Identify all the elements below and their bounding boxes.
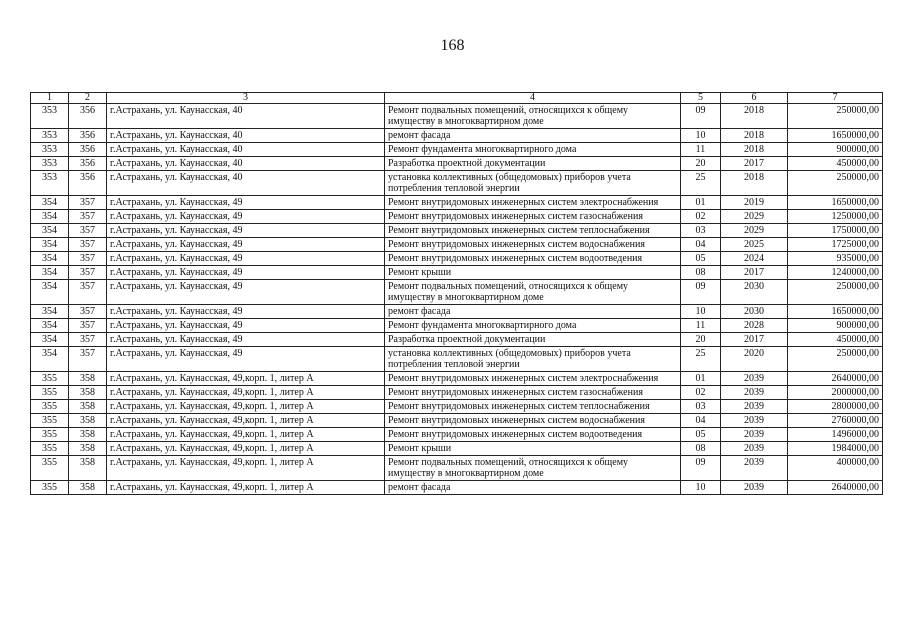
house-number-cell: 357: [69, 224, 107, 238]
row-number-cell: 354: [31, 196, 69, 210]
row-number-cell: 353: [31, 171, 69, 196]
house-number-cell: 357: [69, 196, 107, 210]
house-number-cell: 356: [69, 104, 107, 129]
row-number-cell: 355: [31, 481, 69, 495]
repair-schedule-table: [30, 92, 883, 495]
year-cell: 2029: [721, 224, 788, 238]
year-cell: 2017: [721, 157, 788, 171]
work-type-cell: Ремонт внутридомовых инженерных систем газоснабжения: [385, 210, 681, 224]
work-type-cell: Ремонт внутридомовых инженерных систем теплоснабжения: [385, 224, 681, 238]
row-number-cell: 354: [31, 333, 69, 347]
address-cell: г.Астрахань, ул. Каунасская, 49: [107, 333, 385, 347]
work-type-cell: Ремонт подвальных помещений, относящихся к общему имуществу в многоквартирном доме: [385, 104, 681, 129]
row-number-cell: 355: [31, 386, 69, 400]
work-code-cell: 25: [681, 171, 721, 196]
work-type-cell: Ремонт подвальных помещений, относящихся к общему имуществу в многоквартирном доме: [385, 280, 681, 305]
work-type-cell: Ремонт внутридомовых инженерных систем водоотведения: [385, 428, 681, 442]
address-cell: г.Астрахань, ул. Каунасская, 49: [107, 280, 385, 305]
work-code-cell: 04: [681, 238, 721, 252]
work-type-cell: Ремонт крыши: [385, 442, 681, 456]
house-number-cell: 356: [69, 157, 107, 171]
year-cell: 2039: [721, 400, 788, 414]
work-type-cell: Ремонт внутридомовых инженерных систем водоснабжения: [385, 414, 681, 428]
cost-cell: 2640000,00: [788, 372, 883, 386]
column-header: 4: [385, 93, 681, 104]
house-number-cell: 357: [69, 210, 107, 224]
work-code-cell: 01: [681, 372, 721, 386]
cost-cell: 900000,00: [788, 143, 883, 157]
address-cell: г.Астрахань, ул. Каунасская, 49: [107, 347, 385, 372]
row-number-cell: 355: [31, 400, 69, 414]
house-number-cell: 358: [69, 414, 107, 428]
work-code-cell: 10: [681, 481, 721, 495]
cost-cell: 1725000,00: [788, 238, 883, 252]
cost-cell: 250000,00: [788, 104, 883, 129]
cost-cell: 1496000,00: [788, 428, 883, 442]
table-row: [31, 129, 883, 143]
year-cell: 2020: [721, 347, 788, 372]
cost-cell: 1984000,00: [788, 442, 883, 456]
cost-cell: 2800000,00: [788, 400, 883, 414]
table-row: [31, 104, 883, 129]
address-cell: г.Астрахань, ул. Каунасская, 49: [107, 252, 385, 266]
house-number-cell: 357: [69, 305, 107, 319]
table-row: [31, 171, 883, 196]
work-type-cell: установка коллективных (общедомовых) приборов учета потребления тепловой энергии: [385, 171, 681, 196]
address-cell: г.Астрахань, ул. Каунасская, 49: [107, 196, 385, 210]
column-header: 2: [69, 93, 107, 104]
row-number-cell: 354: [31, 266, 69, 280]
house-number-cell: 358: [69, 442, 107, 456]
row-number-cell: 353: [31, 129, 69, 143]
table-row: [31, 266, 883, 280]
work-type-cell: Разработка проектной документации: [385, 157, 681, 171]
year-cell: 2019: [721, 196, 788, 210]
address-cell: г.Астрахань, ул. Каунасская, 49: [107, 319, 385, 333]
table-row: [31, 157, 883, 171]
table-row: [31, 305, 883, 319]
row-number-cell: 353: [31, 157, 69, 171]
cost-cell: 250000,00: [788, 171, 883, 196]
column-header: 5: [681, 93, 721, 104]
cost-cell: 935000,00: [788, 252, 883, 266]
cost-cell: 250000,00: [788, 280, 883, 305]
address-cell: г.Астрахань, ул. Каунасская, 40: [107, 129, 385, 143]
year-cell: 2028: [721, 319, 788, 333]
house-number-cell: 356: [69, 171, 107, 196]
year-cell: 2039: [721, 372, 788, 386]
work-type-cell: Ремонт крыши: [385, 266, 681, 280]
row-number-cell: 354: [31, 224, 69, 238]
table-row: [31, 224, 883, 238]
table-row: [31, 428, 883, 442]
cost-cell: 400000,00: [788, 456, 883, 481]
table-row: [31, 252, 883, 266]
address-cell: г.Астрахань, ул. Каунасская, 49: [107, 266, 385, 280]
address-cell: г.Астрахань, ул. Каунасская, 49: [107, 238, 385, 252]
cost-cell: 2000000,00: [788, 386, 883, 400]
row-number-cell: 353: [31, 143, 69, 157]
work-type-cell: Разработка проектной документации: [385, 333, 681, 347]
house-number-cell: 357: [69, 266, 107, 280]
address-cell: г.Астрахань, ул. Каунасская, 49: [107, 224, 385, 238]
year-cell: 2018: [721, 143, 788, 157]
address-cell: г.Астрахань, ул. Каунасская, 40: [107, 104, 385, 129]
row-number-cell: 354: [31, 347, 69, 372]
work-code-cell: 11: [681, 143, 721, 157]
address-cell: г.Астрахань, ул. Каунасская, 49: [107, 210, 385, 224]
year-cell: 2017: [721, 266, 788, 280]
year-cell: 2018: [721, 171, 788, 196]
table-row: [31, 196, 883, 210]
work-type-cell: Ремонт внутридомовых инженерных систем водоотведения: [385, 252, 681, 266]
house-number-cell: 357: [69, 319, 107, 333]
work-code-cell: 09: [681, 456, 721, 481]
table-row: [31, 386, 883, 400]
year-cell: 2039: [721, 456, 788, 481]
cost-cell: 250000,00: [788, 347, 883, 372]
row-number-cell: 354: [31, 305, 69, 319]
house-number-cell: 358: [69, 428, 107, 442]
table-row: [31, 238, 883, 252]
column-header: 7: [788, 93, 883, 104]
year-cell: 2018: [721, 104, 788, 129]
work-type-cell: ремонт фасада: [385, 129, 681, 143]
work-code-cell: 09: [681, 280, 721, 305]
row-number-cell: 355: [31, 372, 69, 386]
year-cell: 2030: [721, 305, 788, 319]
address-cell: г.Астрахань, ул. Каунасская, 49,корп. 1, литер А: [107, 481, 385, 495]
table-row: [31, 400, 883, 414]
column-header: 1: [31, 93, 69, 104]
year-cell: 2039: [721, 428, 788, 442]
work-type-cell: Ремонт внутридомовых инженерных систем электроснабжения: [385, 372, 681, 386]
year-cell: 2025: [721, 238, 788, 252]
address-cell: г.Астрахань, ул. Каунасская, 49,корп. 1, литер А: [107, 456, 385, 481]
work-code-cell: 10: [681, 129, 721, 143]
table-row: [31, 456, 883, 481]
work-code-cell: 09: [681, 104, 721, 129]
work-code-cell: 25: [681, 347, 721, 372]
row-number-cell: 355: [31, 442, 69, 456]
cost-cell: 900000,00: [788, 319, 883, 333]
work-type-cell: Ремонт внутридомовых инженерных систем газоснабжения: [385, 386, 681, 400]
house-number-cell: 358: [69, 386, 107, 400]
cost-cell: 450000,00: [788, 333, 883, 347]
year-cell: 2039: [721, 481, 788, 495]
address-cell: г.Астрахань, ул. Каунасская, 40: [107, 143, 385, 157]
column-number-row: [31, 93, 883, 104]
table-row: [31, 280, 883, 305]
work-code-cell: 04: [681, 414, 721, 428]
address-cell: г.Астрахань, ул. Каунасская, 49,корп. 1, литер А: [107, 400, 385, 414]
table-row: [31, 333, 883, 347]
work-code-cell: 08: [681, 442, 721, 456]
cost-cell: 2760000,00: [788, 414, 883, 428]
house-number-cell: 358: [69, 481, 107, 495]
column-header: 6: [721, 93, 788, 104]
work-type-cell: Ремонт внутридомовых инженерных систем водоснабжения: [385, 238, 681, 252]
row-number-cell: 354: [31, 280, 69, 305]
work-code-cell: 03: [681, 400, 721, 414]
work-type-cell: ремонт фасада: [385, 481, 681, 495]
work-type-cell: установка коллективных (общедомовых) приборов учета потребления тепловой энергии: [385, 347, 681, 372]
cost-cell: 1250000,00: [788, 210, 883, 224]
table-row: [31, 319, 883, 333]
cost-cell: 450000,00: [788, 157, 883, 171]
work-code-cell: 05: [681, 428, 721, 442]
row-number-cell: 354: [31, 252, 69, 266]
work-code-cell: 03: [681, 224, 721, 238]
work-code-cell: 05: [681, 252, 721, 266]
house-number-cell: 358: [69, 400, 107, 414]
year-cell: 2039: [721, 442, 788, 456]
table-row: [31, 210, 883, 224]
house-number-cell: 357: [69, 252, 107, 266]
table-row: [31, 347, 883, 372]
cost-cell: 1650000,00: [788, 129, 883, 143]
work-type-cell: Ремонт фундамента многоквартирного дома: [385, 143, 681, 157]
row-number-cell: 354: [31, 238, 69, 252]
address-cell: г.Астрахань, ул. Каунасская, 40: [107, 157, 385, 171]
year-cell: 2039: [721, 386, 788, 400]
cost-cell: 1650000,00: [788, 305, 883, 319]
work-type-cell: Ремонт фундамента многоквартирного дома: [385, 319, 681, 333]
work-code-cell: 10: [681, 305, 721, 319]
work-code-cell: 20: [681, 333, 721, 347]
address-cell: г.Астрахань, ул. Каунасская, 40: [107, 171, 385, 196]
table-body: [31, 104, 883, 495]
row-number-cell: 353: [31, 104, 69, 129]
house-number-cell: 357: [69, 333, 107, 347]
year-cell: 2024: [721, 252, 788, 266]
work-type-cell: Ремонт внутридомовых инженерных систем теплоснабжения: [385, 400, 681, 414]
address-cell: г.Астрахань, ул. Каунасская, 49,корп. 1, литер А: [107, 428, 385, 442]
row-number-cell: 354: [31, 319, 69, 333]
address-cell: г.Астрахань, ул. Каунасская, 49,корп. 1, литер А: [107, 372, 385, 386]
year-cell: 2029: [721, 210, 788, 224]
work-code-cell: 01: [681, 196, 721, 210]
house-number-cell: 357: [69, 280, 107, 305]
cost-cell: 1650000,00: [788, 196, 883, 210]
house-number-cell: 356: [69, 143, 107, 157]
house-number-cell: 358: [69, 456, 107, 481]
address-cell: г.Астрахань, ул. Каунасская, 49,корп. 1, литер А: [107, 386, 385, 400]
house-number-cell: 356: [69, 129, 107, 143]
work-code-cell: 02: [681, 210, 721, 224]
cost-cell: 2640000,00: [788, 481, 883, 495]
house-number-cell: 357: [69, 347, 107, 372]
address-cell: г.Астрахань, ул. Каунасская, 49,корп. 1, литер А: [107, 442, 385, 456]
row-number-cell: 355: [31, 414, 69, 428]
row-number-cell: 354: [31, 210, 69, 224]
address-cell: г.Астрахань, ул. Каунасская, 49: [107, 305, 385, 319]
table-row: [31, 442, 883, 456]
address-cell: г.Астрахань, ул. Каунасская, 49,корп. 1, литер А: [107, 414, 385, 428]
row-number-cell: 355: [31, 456, 69, 481]
table-row: [31, 143, 883, 157]
work-type-cell: ремонт фасада: [385, 305, 681, 319]
table-row: [31, 481, 883, 495]
work-code-cell: 02: [681, 386, 721, 400]
year-cell: 2030: [721, 280, 788, 305]
work-code-cell: 08: [681, 266, 721, 280]
table-row: [31, 372, 883, 386]
column-header: 3: [107, 93, 385, 104]
year-cell: 2018: [721, 129, 788, 143]
work-code-cell: 11: [681, 319, 721, 333]
year-cell: 2039: [721, 414, 788, 428]
work-type-cell: Ремонт подвальных помещений, относящихся к общему имуществу в многоквартирном доме: [385, 456, 681, 481]
work-type-cell: Ремонт внутридомовых инженерных систем электроснабжения: [385, 196, 681, 210]
house-number-cell: 357: [69, 238, 107, 252]
house-number-cell: 358: [69, 372, 107, 386]
table-row: [31, 414, 883, 428]
page-number: 168: [440, 37, 465, 54]
work-code-cell: 20: [681, 157, 721, 171]
cost-cell: 1240000,00: [788, 266, 883, 280]
cost-cell: 1750000,00: [788, 224, 883, 238]
year-cell: 2017: [721, 333, 788, 347]
row-number-cell: 355: [31, 428, 69, 442]
